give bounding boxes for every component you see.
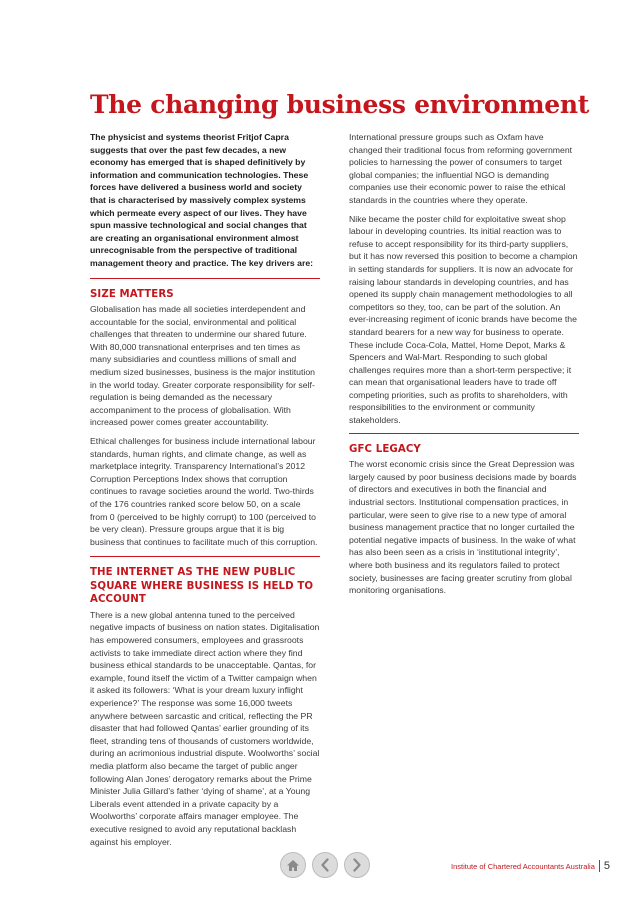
right-column xyxy=(349,131,579,603)
chevron-left-icon xyxy=(320,858,330,872)
page-footer xyxy=(451,860,610,872)
size-matters-paragraph-1: Globalisation has made all societies interdependent and accountable for the social, environmental and political challenges that threaten to undermine our shared future. With 80,000 transnational enterprises and ten times as many subsidiaries and countless millions of small and medium sized businesses, business is the major institution in the world today. Greater corporate responsibility for self-regulation is being demanded as the necessary accompaniment to the process of globalisation. With increased power comes greater accountability. xyxy=(90,304,316,428)
size-matters-paragraph-2: Ethical challenges for business include international labour standards, human rights, and climate change, as well as marketplace integrity. Transparency International’s 2012 Corruption Perceptions Index shows that corruption continues to ravage societies around the world. Two-thirds of the 176 countries ranked score below 50, on a scale from 0 (perceived to be highly corrupt) to 100 (perceived to be very clean). Pressure groups argue that it is big business that continues to facilitate much of this corruption. xyxy=(90,435,318,547)
chevron-right-icon xyxy=(352,858,362,872)
nike-paragraph: Nike became the poster child for exploitative sweat shop labour in developing countries. Its initial reaction was to refuse to accept responsibility for its third-party suppliers, but it has now reversed this position to become a champion in setting standards for suppliers. It is now an advocate for raising labour standards in developing countries, and has opened its supply chain management methodologies to all competitors so they, too, can be part of the solution. An ever-increasing regiment of iconic brands have become the standard bearers for a new way for business to operate. These include Coca-Cola, Mattel, Home Depot, Marks & Spencers and Wal-Mart. Responding to such global challenges requires more than a short-term perspective; it can mean that organisational leaders have to trade off competing priorities, such as profits to shareholders, with responsibilities to the environment or community stakeholders. xyxy=(349,213,578,426)
gfc-paragraph: The worst economic crisis since the Great Depression was largely caused by poor business decisions made by boards of directors and executives in both the financial and industrial sectors. Institutional compensation practices, in particular, were seen to give rise to a new type of amoral business management practice that no longer curtailed the potential negative impacts of business. In the wake of what has also been seen as a crisis in ‘institutional integrity’, where both business and its regulators failed to protect society, businesses are facing greater scrutiny from global monitoring organisations. xyxy=(349,459,577,596)
footer-publisher: Institute of Chartered Accountants Australia xyxy=(451,861,595,871)
section-heading-gfc-legacy: GFC LEGACY xyxy=(349,443,421,455)
section-heading-internet: THE INTERNET AS THE NEW PUBLIC SQUARE WHERE BUSINESS IS HELD TO ACCOUNT xyxy=(90,567,314,606)
footer-divider xyxy=(599,860,600,872)
section-divider xyxy=(90,278,320,279)
section-divider xyxy=(90,556,320,557)
page-number: 5 xyxy=(603,860,610,872)
left-column xyxy=(90,131,320,854)
section-heading-size-matters: SIZE MATTERS xyxy=(90,288,174,300)
intro-paragraph: The physicist and systems theorist Fritjof Capra suggests that over the past few decades, a new economy has emerged that is shaped definitively by information and communication technologies. These forces have delivered a business world and society that is characterised by massively complex systems which permeate every aspect of our lives. They have spun massive technological and social changes that are creating an organisational environment almost unrecognisable from the perspective of traditional management theory and practice. The key drivers are: xyxy=(90,132,314,268)
next-page-button[interactable] xyxy=(344,852,370,878)
home-button[interactable] xyxy=(280,852,306,878)
page-title: The changing business environment xyxy=(90,90,589,119)
internet-paragraph: There is a new global antenna tuned to the perceived negative impacts of business on nation states. Digitalisation has empowered consumers, employees and grassroots activists to take immediate direct action where they find business ethical standards to be unacceptable. Qantas, for example, found itself the victim of a Twitter campaign when it asked its followers: ‘What is your dream luxury inflight experience?’ The response was some 16,000 tweets anywhere between sarcastic and critical, reflecting the PR disaster that had followed Qantas’ earlier grounding of its fleet, stranding tens of thousands of customers worldwide, during an acrimonious industrial dispute. Woolworths’ social media platform also became the target of public anger following Alan Jones’ derogatory remarks about the Prime Minister Julia Gillard’s father ‘dying of shame’, at a Young Liberals event attended in a private capacity by a Woolworths’ corporate affairs manager employee. The executive resigned to avoid any reputational backlash against his employer. xyxy=(90,609,320,847)
page-navigation xyxy=(280,852,370,878)
previous-page-button[interactable] xyxy=(312,852,338,878)
section-divider xyxy=(349,433,579,434)
home-icon xyxy=(286,859,300,872)
oxfam-paragraph: International pressure groups such as Oxfam have changed their traditional focus from reforming government policies to harnessing the power of consumers to target global companies; the influential NGO is demanding companies use their economic power to raise the ethical standards in the countries where they operate. xyxy=(349,132,573,205)
